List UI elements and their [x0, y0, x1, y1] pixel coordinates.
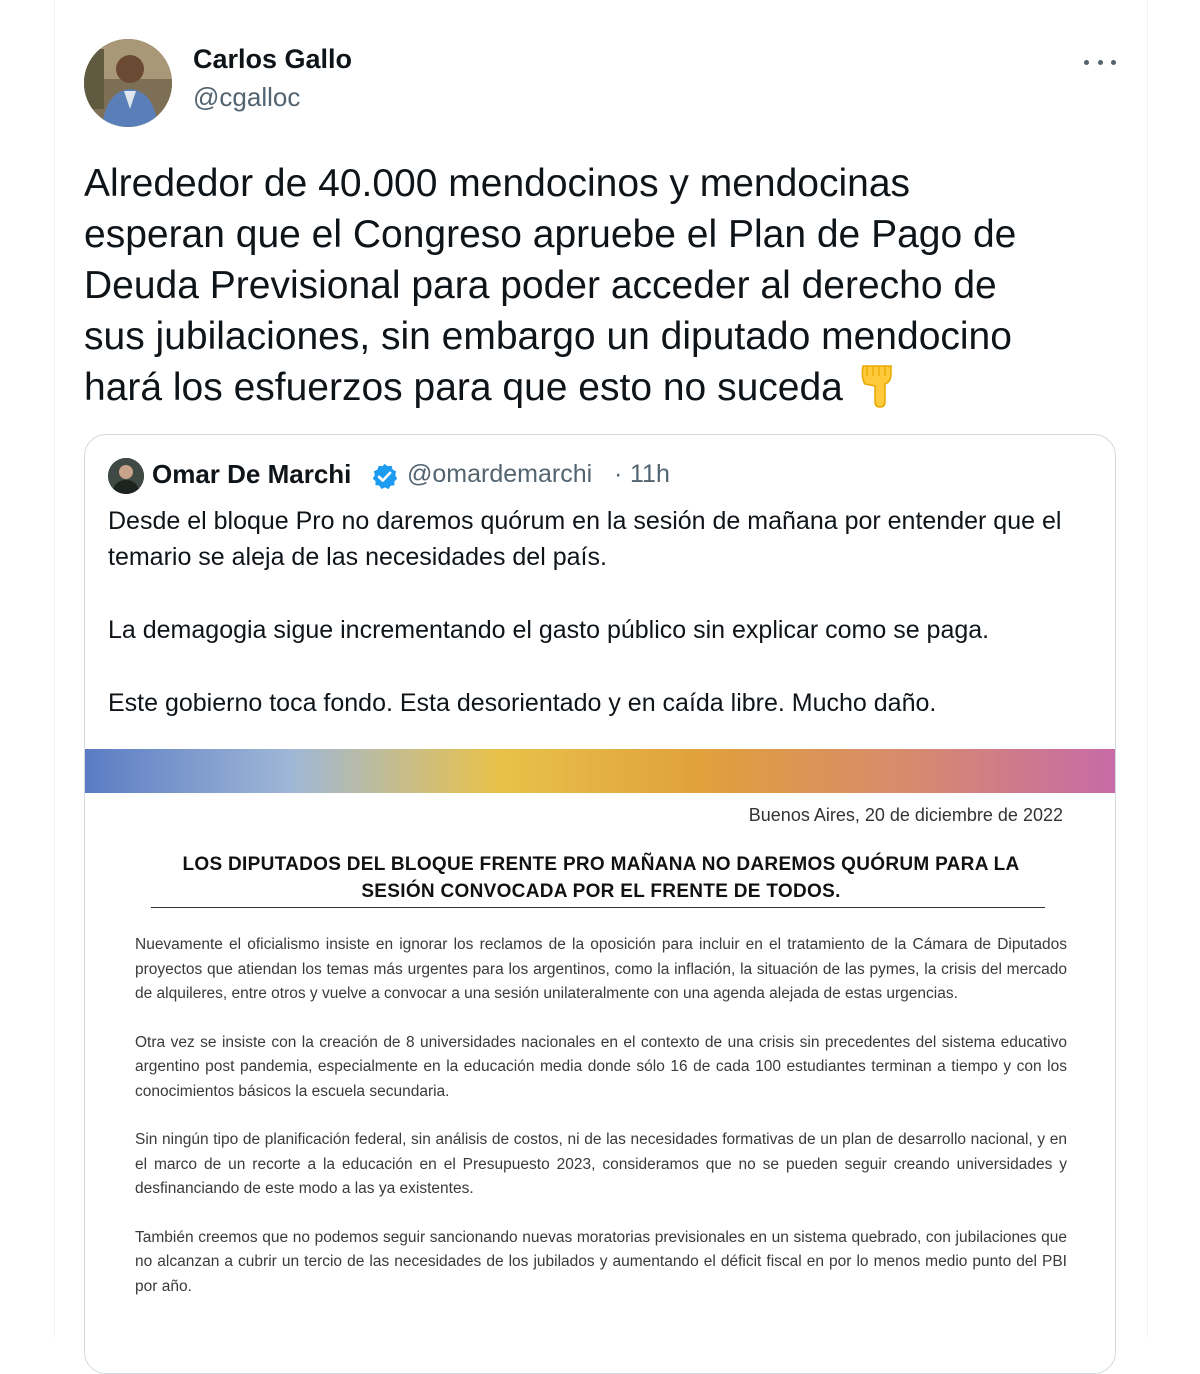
verified-badge-icon	[370, 462, 399, 496]
document-title: LOS DIPUTADOS DEL BLOQUE FRENTE PRO MAÑANA NO DAREMOS QUÓRUM PARA LA SESIÓN CONVOCADA POR EL FRENTE DE TODOS.	[182, 854, 1020, 902]
quoted-author-avatar[interactable]	[108, 458, 144, 494]
more-options-icon[interactable]	[1084, 52, 1116, 72]
backhand-index-pointing-down-icon	[857, 362, 897, 421]
quoted-paragraph: Desde el bloque Pro no daremos quórum en la sesión de mañana por entender que el temario se aleja de las necesidades del país.	[108, 507, 1062, 571]
quoted-author-handle[interactable]: @omardemarchi	[407, 460, 593, 488]
document-title-divider	[151, 907, 1045, 908]
quoted-tweet-text	[108, 503, 1098, 758]
quoted-tweet-time[interactable]: 11h	[630, 460, 670, 488]
tweet-text	[84, 158, 1114, 421]
document-paragraph: Otra vez se insiste con la creación de 8 universidades nacionales en el contexto de una crisis sin precedentes del sistema educativo argentino post pandemia, especialmente en la educación media donde sólo 16 de cada 100 estudiantes terminan a tiempo y con los conocimientos básicos la escuela secundaria.	[135, 1033, 1067, 1100]
document-color-band	[85, 749, 1116, 793]
author-avatar[interactable]	[84, 39, 172, 127]
document-paragraph: Sin ningún tipo de planificación federal, sin análisis de costos, ni de las necesidades formativas de un plan de desarrollo nacional, y en el marco de un recorte a la educación en el Presupuesto 2023, consideramos que no se pueden seguir creando universidades y desfinanciando de este modo a las ya existentes.	[135, 1131, 1067, 1197]
quoted-tweet[interactable]	[84, 434, 1116, 1374]
author-handle[interactable]: @cgalloc	[193, 82, 301, 112]
author-display-name[interactable]: Carlos Gallo	[193, 44, 353, 74]
attached-document-image[interactable]	[85, 749, 1116, 1374]
quoted-author-name[interactable]: Omar De Marchi	[152, 459, 352, 489]
quoted-paragraph: La demagogia sigue incrementando el gasto público sin explicar como se paga.	[108, 616, 990, 644]
document-body	[135, 933, 1067, 1323]
handle-time-separator: ·	[614, 460, 623, 488]
quoted-paragraph: Este gobierno toca fondo. Esta desorientado y en caída libre. Mucho daño.	[108, 689, 937, 717]
tweet-body: Alrededor de 40.000 mendocinos y mendocinas esperan que el Congreso apruebe el Plan de Pago de Deuda Previsional para poder acceder al derecho de sus jubilaciones, sin embargo un diputado mendocino hará los esfuerzos para que esto no suceda	[84, 162, 1017, 409]
document-date: Buenos Aires, 20 de diciembre de 2022	[748, 805, 1063, 825]
document-paragraph: Nuevamente el oficialismo insiste en ignorar los reclamos de la oposición para incluir en el tratamiento de la Cámara de Diputados proyectos que atiendan los temas más urgentes para los argentinos, como la inflación, la situación de las pymes, la crisis del mercado de alquileres, entre otros y vuelve a convocar a una sesión unilateralmente con una agenda alejada de estas urgencias.	[135, 936, 1067, 1002]
document-paragraph: También creemos que no podemos seguir sancionando nuevas moratorias previsionales en un sistema quebrado, con jubilaciones que no alcanzan a cubrir un tercio de las necesidades de los jubilados y aumentando el déficit fiscal en por lo menos medio punto del PBI por año.	[135, 1228, 1067, 1295]
